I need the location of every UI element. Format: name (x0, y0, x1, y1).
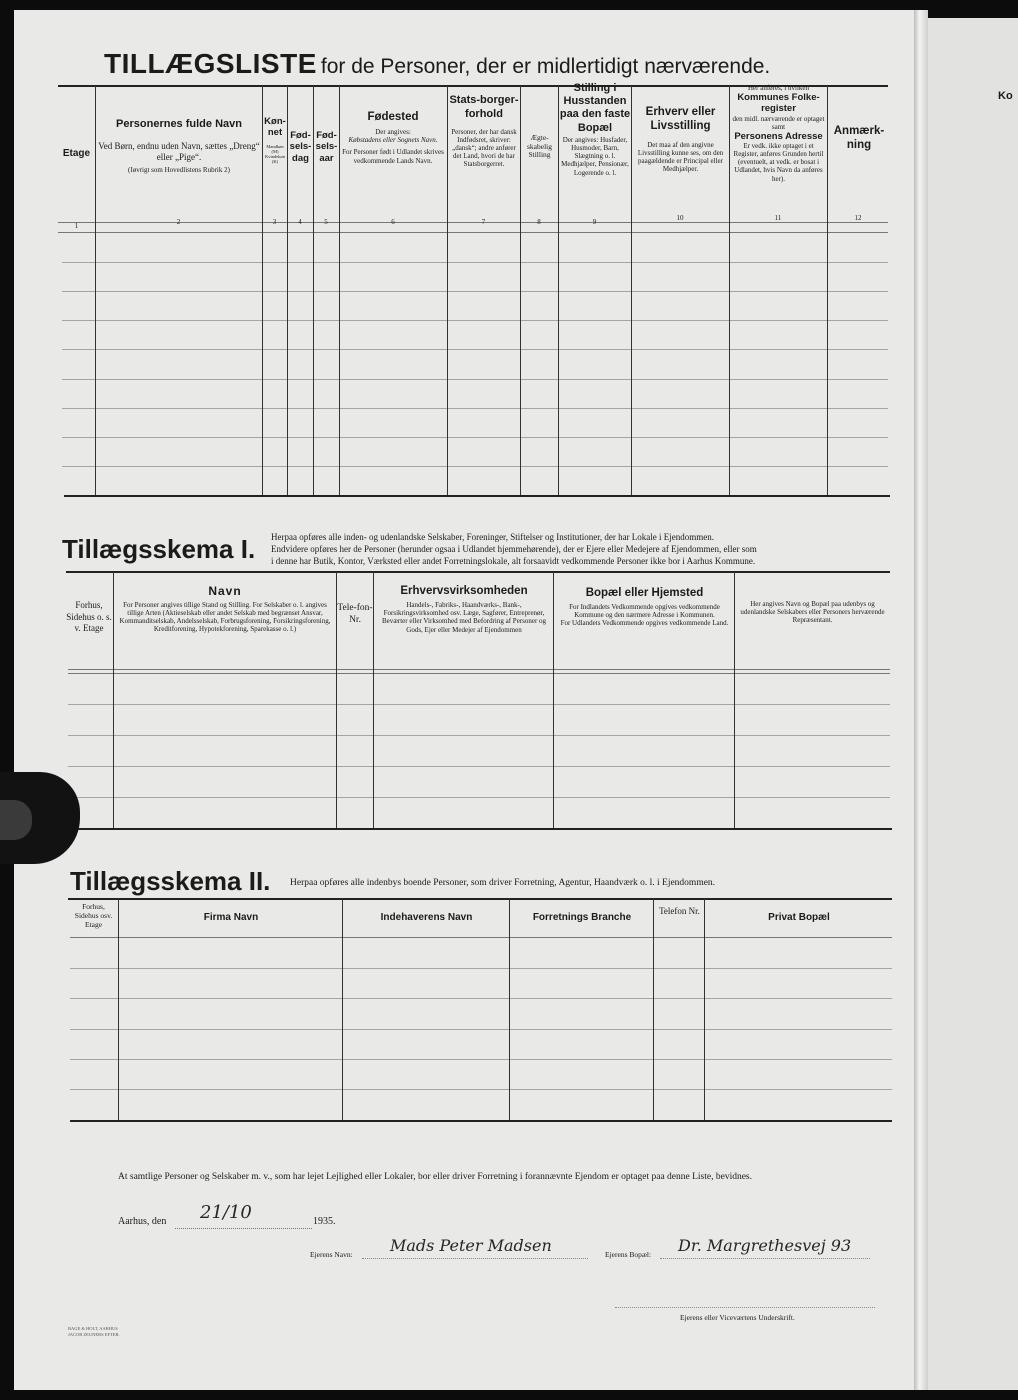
header-etage: Etage (62, 148, 91, 159)
header-navn (98, 118, 260, 174)
adjacent-page-fragment: Ko (998, 90, 1013, 102)
header-fodselsdag: Fød-sels-dag (289, 130, 312, 164)
footer-year: 1935. (313, 1216, 336, 1227)
skema2-header-firma: Firma Navn (203, 912, 259, 923)
skema1-header-telefon: Tele-fon-Nr. (337, 603, 373, 626)
header-fodested (342, 110, 444, 165)
header-fodested-title: Fødested (367, 111, 419, 123)
header-stats (449, 94, 519, 168)
header-navn-title: Personernes fulde Navn (116, 118, 242, 130)
header-fodselsaar: Fød-sels-aar (315, 130, 338, 164)
skema2-description: Herpaa opføres alle indenbys boende Personer, som driver Forretning, Agentur, Haandværk o. l. i Ejendommen. (290, 878, 716, 888)
header-kommune (731, 84, 826, 183)
header-stats-title: Stats-borger-forhold (449, 94, 519, 120)
book-spine (914, 10, 928, 1390)
skema1-header-erhverv-title: Erhvervsvirksomheden (400, 585, 528, 597)
header-kommune-mid: den midl. nærværende er optaget samt (732, 114, 825, 131)
adjacent-page (928, 18, 1018, 1390)
col-number: 9 (592, 218, 597, 226)
skema1-header-bopael (557, 586, 732, 628)
owner-address-label: Ejerens Bopæl: (605, 1250, 652, 1259)
skema1-header-forhus: Forhus, Sidehus o. s. v. Etage (66, 600, 112, 634)
col-number: 6 (391, 218, 395, 226)
owner-name-label: Ejerens Navn: (310, 1250, 353, 1259)
header-kommune-sub: Er vedk. ikke optaget i et Register, anføres Grunden hertil (eventuelt, at vedk. er bosat i Udlandet, hvis Navn da anføres her). (733, 142, 824, 183)
footer-date: 21/10 (200, 1202, 252, 1223)
page-title-main: TILLÆGSLISTE (104, 48, 317, 79)
header-stilling-sub: Der angives: Husfader, Husmoder, Barn, Slægtning o. l. Medhjælper, Pensionær, Logerende o. l. (561, 136, 629, 177)
page-title-rest: for de Personer, der er midlertidigt nærværende. (320, 55, 771, 78)
skema2-header-telefon: Telefon Nr. (659, 906, 700, 916)
skema1-header-erhverv-sub: Handels-, Fabriks-, Haandværks-, Bank-, Forsikringsvirksomhed osv. Læge, Sagfører, Entreprenør, Beværter eller Virksomhed med Befordring af Personer og Gods, Ejer eller Medejer af Ejendommen (381, 601, 547, 634)
col-number: 2 (176, 218, 181, 226)
skema1-description (271, 531, 896, 567)
signature-label: Ejerens eller Viceværtens Underskrift. (680, 1313, 795, 1322)
skema1-header-navn-sub: For Personer angives tillige Stand og Stilling. For Selskaber o. l. angives tillige Arten (Aktieselskab eller andet Selskab med begrænset Ansvar, Kommanditselskab, Andelsselskab, Forbrugsforening, Forsikringsforening, Kreditforening, Hypotekforening, Sparekasse o. l.) (119, 601, 331, 634)
header-anm: Anmærk-ning (833, 125, 885, 152)
skema2-header-indehaver: Indehaverens Navn (380, 912, 473, 923)
thumb-highlight (0, 800, 32, 840)
header-kommune-title2: Personens Adresse (734, 130, 823, 142)
col-number: 1 (74, 222, 79, 230)
skema2-title: Tillægsskema II. (70, 866, 271, 896)
printer-mark: BAGE & HOLT, AARHUS JACOB ZEUNERS EFTER. (68, 1326, 120, 1337)
col-number: 10 (676, 214, 684, 222)
skema2-header-forhus: Forhus, Sidehus osv. Etage (74, 902, 113, 929)
header-erhverv-title: Erhverv eller Livsstilling (645, 106, 716, 133)
col-number: 7 (481, 218, 486, 226)
header-stilling-title: Stilling i Husstanden paa den faste (559, 82, 631, 121)
header-stilling (559, 82, 631, 177)
col-number: 5 (324, 218, 328, 226)
skema1-header-repr: Her angives Navn og Bopæl paa udenbys og udenlandske Selskabers eller Personers herværende Repræsentant. (740, 600, 885, 625)
skema1-title: Tillægsskema I. (62, 534, 256, 564)
col-number: 11 (774, 214, 782, 222)
owner-address: Dr. Margrethesvej 93 (678, 1236, 852, 1255)
skema1-header-bopael-title: Bopæl eller Hjemsted (585, 587, 704, 599)
header-konnet-sub: Mandkøn (M) Kvindekøn (K) (265, 143, 285, 165)
header-kommune-title: Kommunes Folke-register (737, 92, 820, 115)
header-erhverv-sub: Det maa af den angivne Livsstilling kunne ses, om den paagældende er Principal eller Medhjælper. (637, 140, 724, 173)
col-number: 12 (854, 214, 862, 222)
skema1-header-erhverv (377, 584, 551, 634)
skema1-desc-line: i denne har Butik, Kontor, Værksted eller andet Forretningslokale, alt forsaavidt vedkommende Personer ikke bor i Aarhus Kommune. (271, 556, 756, 567)
header-aegte: Ægte-skabelig Stilling (527, 133, 552, 160)
header-erhverv (633, 105, 728, 173)
skema1-header-navn-title: Navn (208, 584, 242, 598)
skema2-header-privat: Privat Bopæl (768, 912, 830, 923)
header-stilling-bopael: Bopæl (577, 121, 613, 134)
skema1-desc-line: Endvidere opføres her de Personer (herunder ogsaa i Udlandet hjemmehørende), der er Ejere eller Medejere af Ejendommen, eller som (271, 544, 757, 555)
header-kommune-top: Her anføres, i hvilken (747, 84, 810, 92)
footer-certification: At samtlige Personer og Selskaber m. v., som har lejet Lejlighed eller Lokaler, bor eller driver Forretning i forannævnte Ejendom er optaget paa denne Liste, bevidnes. (118, 1172, 752, 1182)
header-navn-note: (Iøvrigt som Hovedlistens Rubrik 2) (128, 165, 230, 174)
header-navn-sub: Ved Børn, endnu uden Navn, sættes „Dreng“ eller „Pige“. (98, 141, 260, 162)
header-stats-sub: Personer, der har dansk Indfødsret, skriver: „dansk“; andre anfører det Land, hvori de har Statsborgerret. (451, 127, 517, 168)
header-konnet-title: Køn-net (264, 116, 286, 139)
skema1-header-bopael-sub1: For Indlandets Vedkommende opgives vedkommende Kommune og den nærmere Adresse i Kommunen. (569, 603, 720, 620)
skema1-header-bopael-sub2: For Udlandets Vedkommende opgives vedkommende Land. (560, 619, 729, 628)
header-fodested-sub1: Der angives: (375, 128, 411, 137)
header-fodested-sub3: For Personer født i Udlandet skrives vedkommende Lands Navn. (342, 148, 444, 165)
footer-place: Aarhus, den (118, 1216, 167, 1227)
skema1-desc-line: Herpaa opføres alle inden- og udenlandske Selskaber, Foreninger, Stiftelser og Institutioner, der har Lokale i Ejendommen. (271, 532, 715, 542)
col-number: 4 (298, 218, 302, 226)
header-konnet (263, 116, 287, 164)
col-number: 3 (272, 218, 277, 226)
col-number: 8 (537, 218, 541, 226)
page-title (104, 48, 770, 80)
owner-name: Mads Peter Madsen (390, 1236, 552, 1255)
skema2-header-branche: Forretnings Branche (532, 912, 632, 923)
skema1-header-navn (116, 584, 334, 633)
header-fodested-sub2: Købstadens eller Sognets Navn. (348, 136, 438, 145)
